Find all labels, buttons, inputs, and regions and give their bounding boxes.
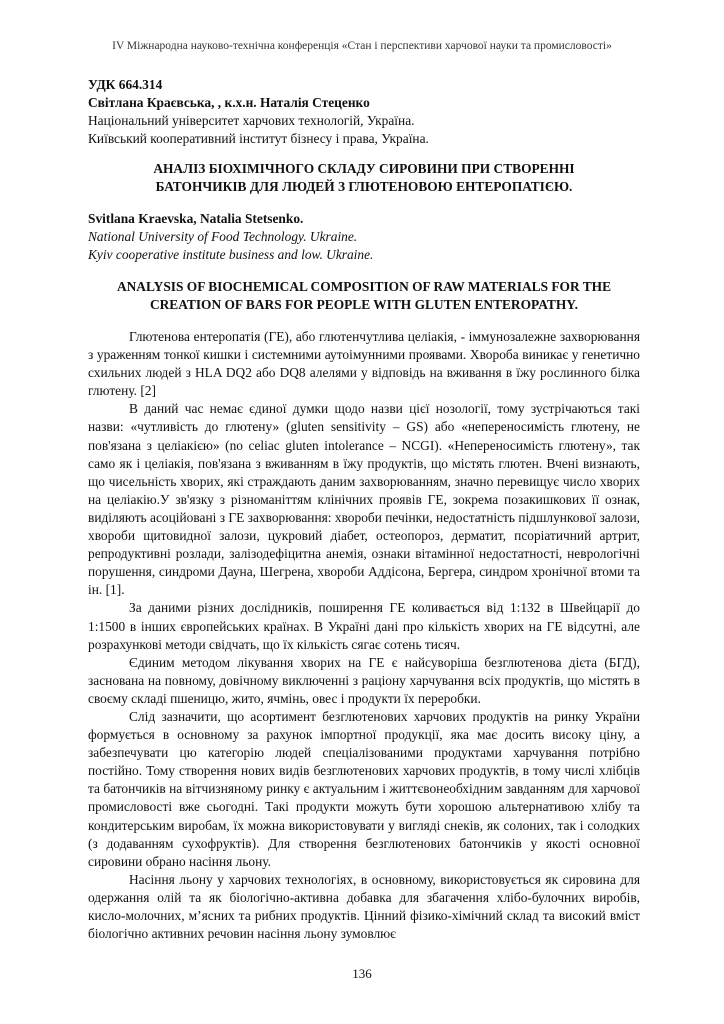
title-eng-line-2: CREATION OF BARS FOR PEOPLE WITH GLUTEN ENTEROPATHY. (149, 297, 579, 312)
title-ukr-line-2: БАТОНЧИКІВ ДЛЯ ЛЮДЕЙ З ГЛЮТЕНОВОЮ ЕНТЕРОПАТІЄЮ. (155, 179, 573, 194)
running-header: IV Міжнародна науково-технічна конференція «Стан і перспективи харчової науки та промисловості» (112, 40, 612, 52)
body-paragraph: Слід зазначити, що асортимент безглютенових харчових продуктів на ринку України формується в основному за рахунок імпортної продукції, яка має досить високу ціну, а забезпечувати цю категорію людей спеціалізованими продуктами харчування потрібно постійно. Тому створення нових видів безглютенових харчових продуктів, в тому числі хлібців та батончиків на вітчизняному ринку є актуальним і життєвонеобхідним завданням для харчової промисловості вже сьогодні. Такі продукти можуть бути хорошою альтернативою хлібу та кондитерським виробам, їх можна використовувати у вигляді снеків, як солоних, так і солодких (з додаванням сухофруктів). Для створення безглютенових батончиків у якості основної сировини обрано насіння льону. (88, 708, 640, 869)
article-body (88, 328, 640, 943)
title-eng-line-1: ANALYSIS OF BIOCHEMICAL COMPOSITION OF RAW MATERIALS FOR THE (116, 279, 612, 294)
affiliation-ukr-1: Національний університет харчових технологій, Україна. (88, 113, 415, 128)
affiliation-ukr-2: Київський кооперативний інститут бізнесу і права, Україна. (88, 131, 429, 146)
authors-eng: Svitlana Kraevska, Natalia Stetsenko. (88, 211, 304, 226)
page-number: 136 (352, 966, 372, 981)
body-paragraph: Насіння льону у харчових технологіях, в основному, використовується як сировина для одержання олій та як біологічно-активна добавка для збагачення хлібо-булочних виробів, кисло-молочних, м’ясних та рибних продуктів. Цінний фізико-хімічний склад та високий вміст біологічно активних речовин насіння льону зумовлює (88, 871, 640, 942)
authors-ukr: Світлана Краєвська, , к.х.н. Наталія Стеценко (88, 95, 370, 110)
udc-code: УДК 664.314 (88, 77, 163, 92)
body-paragraph: Єдиним методом лікування хворих на ГЕ є найсуворіша безглютенова дієта (БГД), заснована на повному, довічному виключенні з раціону харчування всіх продуктів, що містять в своєму складі пшеницю, жито, ячмінь, овес і продукти їх переробки. (88, 654, 640, 706)
body-paragraph: За даними різних дослідників, поширення ГЕ коливається від 1:132 в Швейцарії до 1:1500 в інших європейських країнах. В Україні дані про кількість хворих на ГЕ відсутні, але розрахункові методи свідчать, що їх кількість сягає сотень тисяч. (88, 600, 640, 652)
title-ukr (88, 160, 640, 196)
body-paragraph: В даний час немає єдиної думки щодо назви цієї нозології, тому зустрічаються такі назви: «чутливість до глютену» (gluten sensitivity – GS) або «непереносимість глютену, не пов'язана з целіакією» (no celiac gluten intolerance – NCGI). «Непереносимість глютену», так само як і целіакія, пов'язана з вживанням в їжу продуктів, що містять глютен. Вчені визнають, що чисельність хворих, які страждають даним захворюванням, значно перевищує число хворих на целіакію.У зв'язку з різноманіттям клінічних проявів ГЕ, зокрема позакишкових її ознак, виділяють асоційовані з ГЕ захворювання: хвороби печінки, недостатність підшлункової залози, хвороби щитовидної залози, цукровий діабет, остеопороз, дерматит, псоріатичний артрит, репродуктивні розлади, залізодефіцитна анемія, ознаки вітамінної недостатності, неврологічні порушення, синдроми Дауна, Шегрена, хвороби Аддісона, Бергера, синдром хронічної втоми та ін. [1]. (88, 401, 640, 598)
body-paragraph: Глютенова ентеропатія (ГЕ), або глютенчутлива целіакія, - іммунозалежне захворювання з ураженням тонкої кишки і системними аутоімунними проявами. Хвороба виникає у генетично схильних людей з HLA DQ2 або DQ8 алелями у відповідь на вживання в їжу рослинного білка глютену. [2] (88, 329, 640, 399)
article (88, 76, 640, 943)
affiliation-eng-1: National University of Food Technology. Ukraine. (88, 229, 358, 244)
title-eng (88, 278, 640, 314)
title-ukr-line-1: АНАЛІЗ БІОХІМІЧНОГО СКЛАДУ СИРОВИНИ ПРИ СТВОРЕННІ (153, 161, 575, 176)
affiliation-eng-2: Kyiv cooperative institute business and low. Ukraine. (88, 247, 374, 262)
